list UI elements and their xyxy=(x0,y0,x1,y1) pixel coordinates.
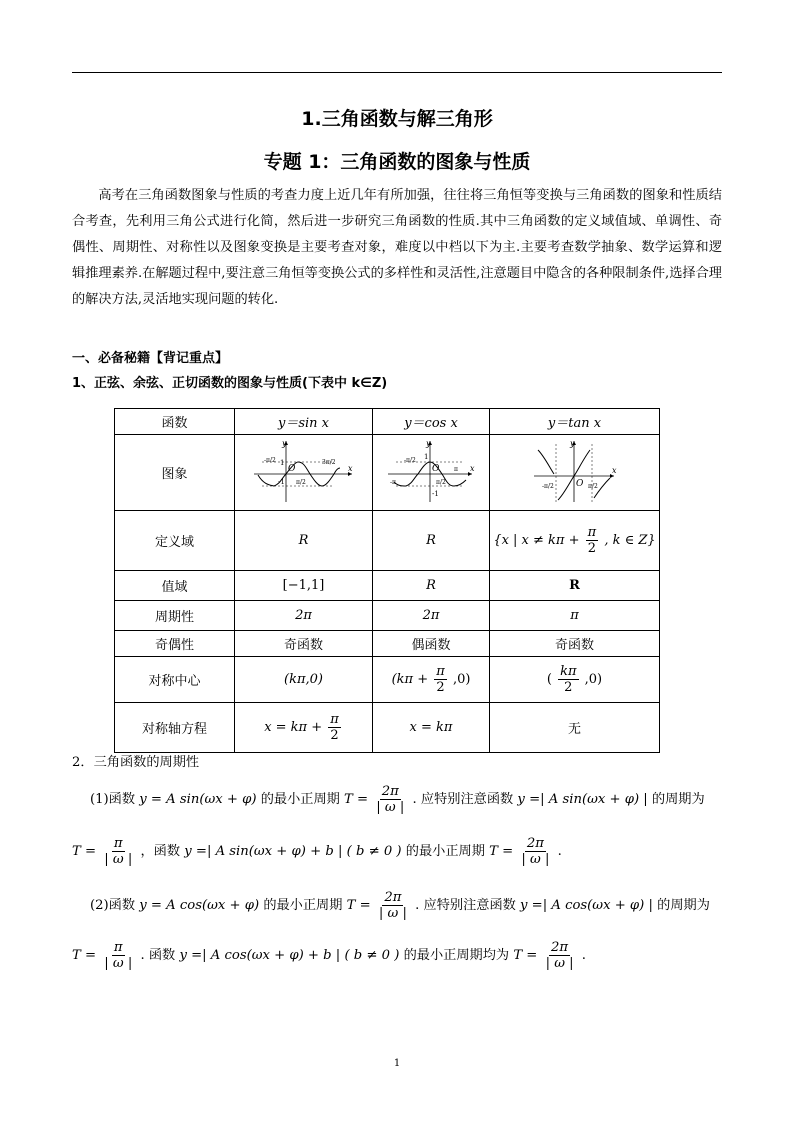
formula: y =| A sin(ωx + φ) | xyxy=(517,792,648,807)
tick-label: -π xyxy=(390,478,396,486)
tan-graph-cell xyxy=(490,435,660,511)
text: (1)函数 xyxy=(90,792,136,807)
formula: T = xyxy=(346,898,371,913)
fraction xyxy=(434,664,447,695)
row-label: 奇偶性 xyxy=(115,631,235,657)
formula: T = xyxy=(72,948,97,963)
section-heading: 一、必备秘籍【背记重点】 xyxy=(72,351,229,366)
text: 的最小正周期 xyxy=(260,792,340,807)
row-label: 值域 xyxy=(115,571,235,601)
row-label: 定义域 xyxy=(115,511,235,571)
tick-label: π/2 xyxy=(436,478,446,486)
origin-label: O xyxy=(287,463,295,474)
formula-line xyxy=(90,784,705,815)
text: 的周期为 xyxy=(657,898,710,913)
numerator: 2π xyxy=(384,890,402,905)
denominator: | ω | xyxy=(104,852,133,867)
formula: ( b ≠ 0 ) xyxy=(346,844,402,859)
denominator: 2 xyxy=(436,680,445,695)
parity-cos: 偶函数 xyxy=(373,631,490,657)
domain-tan-suffix: , k ∈ Z} xyxy=(604,533,656,548)
formula: y =| A cos(ωx + φ) + b | xyxy=(179,948,341,963)
table-row xyxy=(115,571,660,601)
chapter-title: 1.三角函数与解三角形 xyxy=(301,108,493,130)
topic-title: 专题 1：三角函数的图象与性质 xyxy=(263,151,531,173)
domain-tan-prefix: {x | x ≠ kπ + xyxy=(493,533,580,548)
tick-label: -π/2 xyxy=(404,456,416,464)
text: 的最小正周期 xyxy=(405,844,485,859)
numerator: π xyxy=(113,940,123,955)
fraction xyxy=(328,712,341,743)
axis-label: x xyxy=(470,463,475,473)
fraction xyxy=(377,890,409,921)
axis-sin-prefix: x = kπ + xyxy=(264,720,323,735)
denominator: | ω | xyxy=(104,956,133,971)
period-cos: 2π xyxy=(373,601,490,631)
numerator: π xyxy=(436,664,445,679)
table-row xyxy=(115,631,660,657)
table-row xyxy=(115,703,660,753)
denominator: 2 xyxy=(564,680,573,695)
axis-label: x xyxy=(611,465,617,475)
center-cos-suffix: ,0) xyxy=(452,672,471,687)
range-tan: R xyxy=(490,571,660,601)
numerator: 2π xyxy=(551,940,569,955)
header-sin: y＝sin x xyxy=(235,409,373,435)
row-label: 对称中心 xyxy=(115,657,235,703)
domain-sin: R xyxy=(235,511,373,571)
parity-tan: 奇函数 xyxy=(490,631,660,657)
fraction xyxy=(586,525,599,556)
row-label: 图象 xyxy=(115,435,235,511)
header-rule xyxy=(72,72,722,73)
axis-label: y xyxy=(569,438,575,448)
formula: y = A sin(ωx + φ) xyxy=(139,792,257,807)
period-tan: π xyxy=(490,601,660,631)
tick-label: 3π/2 xyxy=(321,458,336,466)
tick-label: π/2 xyxy=(587,482,598,490)
origin-label: O xyxy=(575,478,583,489)
tick-label: -1 xyxy=(432,489,439,498)
domain-tan xyxy=(490,511,660,571)
row-label: 函数 xyxy=(115,409,235,435)
table-heading: 1、正弦、余弦、正切函数的图象与性质(下表中 k∈Z) xyxy=(72,376,388,391)
denominator: | ω | xyxy=(376,800,405,815)
center-cos-prefix: (kπ + xyxy=(391,672,429,687)
text: . 应特别注意函数 xyxy=(415,898,516,913)
period-sin: 2π xyxy=(235,601,373,631)
formula: T = xyxy=(72,844,97,859)
center-sin: (kπ,0) xyxy=(235,657,373,703)
page-number: 1 xyxy=(393,1058,401,1069)
formula: y = A cos(ωx + φ) xyxy=(139,898,260,913)
formula: T = xyxy=(489,844,514,859)
axis-label: x xyxy=(347,463,353,473)
text: 的周期为 xyxy=(651,792,705,807)
formula: y =| A cos(ωx + φ) | xyxy=(520,898,653,913)
axis-sin xyxy=(235,703,373,753)
tick-label: 1 xyxy=(424,452,429,461)
range-cos: R xyxy=(373,571,490,601)
numerator: π xyxy=(330,712,339,727)
fraction xyxy=(374,784,406,815)
tick-label: -π/2 xyxy=(263,456,276,464)
cos-graph xyxy=(386,438,476,504)
formula: ( b ≠ 0 ) xyxy=(344,948,400,963)
denominator: | ω | xyxy=(521,852,550,867)
tan-graph xyxy=(530,438,620,504)
intro-paragraph: 高考在三角函数图象与性质的考查力度上近几年有所加强，往往将三角恒等变换与三角函数的图象和性质结合考查，先利用三角公式进行化简，然后进一步研究三角函数的性质.其中三角函数的定义域值域、单调性、奇偶性、周期性、对称性以及图象变换是主要考查对象，难度以中档以下为主.主要考查数学抽象、数学运算和逻辑推理素养.在解题过程中,要注意三角恒等变换公式的多样性和灵活性,注意题目中隐含的各种限制条件,选择合理的解决方法,灵活地实现问题的转化. xyxy=(72,188,723,307)
numerator: π xyxy=(587,525,597,540)
section2-heading: 2．三角函数的周期性 xyxy=(72,755,200,770)
table-row xyxy=(115,435,660,511)
table-row xyxy=(115,511,660,571)
formula: y =| A sin(ωx + φ) + b | xyxy=(184,844,343,859)
sin-graph-cell xyxy=(235,435,373,511)
denominator: | ω | xyxy=(545,956,574,971)
text: . 应特别注意函数 xyxy=(412,792,514,807)
text: ，函数 xyxy=(140,844,181,859)
table-row xyxy=(115,409,660,435)
trig-properties-table xyxy=(114,408,660,753)
center-tan xyxy=(490,657,660,703)
tick-label: -π/2 xyxy=(541,482,554,490)
table-row xyxy=(115,657,660,703)
row-label: 对称轴方程 xyxy=(115,703,235,753)
axis-label: y xyxy=(281,438,287,448)
text: 的最小正周期均为 xyxy=(403,948,510,963)
axis-tan: 无 xyxy=(490,703,660,753)
fraction xyxy=(558,664,578,695)
tick-label: π/2 xyxy=(295,478,306,486)
cos-graph-cell xyxy=(373,435,490,511)
denominator: 2 xyxy=(587,541,597,556)
fraction xyxy=(102,836,134,867)
range-sin: [−1,1] xyxy=(235,571,373,601)
row-label: 周期性 xyxy=(115,601,235,631)
numerator: 2π xyxy=(381,784,399,799)
header-cos: y＝cos x xyxy=(373,409,490,435)
origin-label: O xyxy=(432,463,440,474)
table-row xyxy=(115,601,660,631)
formula-line xyxy=(72,836,562,867)
denominator: | ω | xyxy=(378,906,407,921)
axis-cos: x = kπ xyxy=(373,703,490,753)
fraction xyxy=(519,836,551,867)
formula: T = xyxy=(344,792,369,807)
fraction xyxy=(102,940,134,971)
text: . xyxy=(557,844,562,859)
axis-label: y xyxy=(426,438,431,448)
center-tan-prefix: ( xyxy=(546,672,552,687)
tick-label: -1 xyxy=(277,477,285,486)
section2-body xyxy=(72,778,722,971)
numerator: 2π xyxy=(526,836,544,851)
domain-cos: R xyxy=(373,511,490,571)
numerator: π xyxy=(113,836,123,851)
fraction xyxy=(544,940,576,971)
formula-line xyxy=(90,890,710,921)
text: . xyxy=(581,948,586,963)
sin-graph xyxy=(252,438,356,504)
denominator: 2 xyxy=(330,728,339,743)
tick-label: π xyxy=(454,465,458,473)
intro-section xyxy=(72,183,722,313)
formula: T = xyxy=(513,948,538,963)
center-tan-suffix: ,0) xyxy=(584,672,603,687)
parity-sin: 奇函数 xyxy=(235,631,373,657)
center-cos xyxy=(373,657,490,703)
text: 的最小正周期 xyxy=(263,898,343,913)
header-tan: y＝tan x xyxy=(490,409,660,435)
formula-line xyxy=(72,940,586,971)
tick-label: 1 xyxy=(279,458,284,467)
text: (2)函数 xyxy=(90,898,136,913)
text: . 函数 xyxy=(140,948,176,963)
numerator: kπ xyxy=(560,664,577,679)
